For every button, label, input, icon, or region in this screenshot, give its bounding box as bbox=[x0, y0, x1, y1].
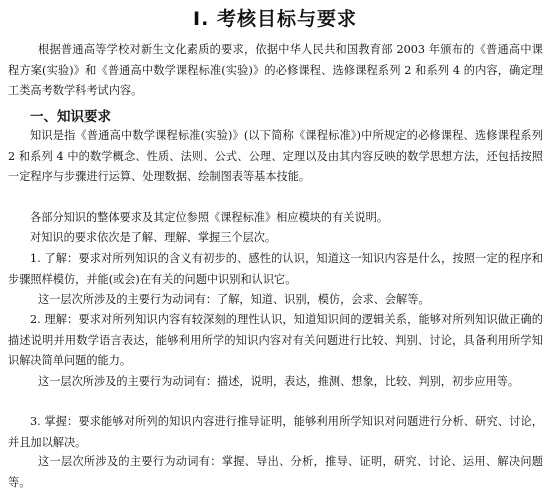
level-comprehend-paragraph: 2. 理解：要求对所列知识内容有较深刻的理性认识，知道知识间的逻辑关系，能够对所列知识做正确的描述说明并用数学语言表达，能够利用所学的知识内容对有关问题进行比较、判别、讨论，具备利用所学知识解决简单问题的能力。 bbox=[8, 313, 543, 368]
level-understand-basic-paragraph: 1. 了解：要求对所列知识的含义有初步的、感性的认识，知道这一知识内容是什么，按照一定的程序和步骤照样模仿，并能(或会)在有关的问题中识别和认识它。 bbox=[8, 252, 543, 286]
level-understand-basic-verbs: 这一层次所涉及的主要行为动词有：了解，知道、识别，模仿，会求、会解等。 bbox=[38, 293, 430, 306]
overall-requirement-paragraph: 各部分知识的整体要求及其定位参照《课程标准》相应模块的有关说明。 bbox=[30, 211, 389, 224]
knowledge-definition-paragraph: 知识是指《普通高中数学课程标准(实验)》(以下简称《课程标准》)中所规定的必修课程、选修课程系列 2 和系列 4 中的数学概念、性质、法则、公式、公理、定理以及由其内容反映的数学思想方法，还包括按照一定程序与步骤进行运算、处理数据、绘制图表等基本技能。 bbox=[8, 129, 543, 184]
level-master-paragraph: 3. 掌握：要求能够对所列的知识内容进行推导证明，能够利用所学知识对问题进行分析、研究、讨论，并且加以解决。 bbox=[8, 415, 543, 449]
level-comprehend-verbs: 这一层次所涉及的主要行为动词有：描述，说明，表达，推测、想象，比较、判别，初步应用等。 bbox=[38, 375, 520, 388]
section-title: 一、知识要求 bbox=[30, 109, 111, 125]
intro-paragraph: 根据普通高等学校对新生文化素质的要求，依据中华人民共和国教育部 2003 年颁布的《普通高中课程方案(实验)》和《普通高中数学课程标准(实验)》的必修课程、选修课程系列 2 和系列 4 的内容，确定理工类高考数学科考试内容。 bbox=[8, 43, 543, 98]
level-master-verbs: 这一层次所涉及的主要行为动词有：掌握、导出、分析，推导、证明，研究、讨论、运用、解决问题等。 bbox=[8, 455, 543, 489]
page-heading: Ⅰ. 考核目标与要求 bbox=[193, 8, 357, 30]
levels-paragraph: 对知识的要求依次是了解、理解、掌握三个层次。 bbox=[30, 231, 277, 244]
